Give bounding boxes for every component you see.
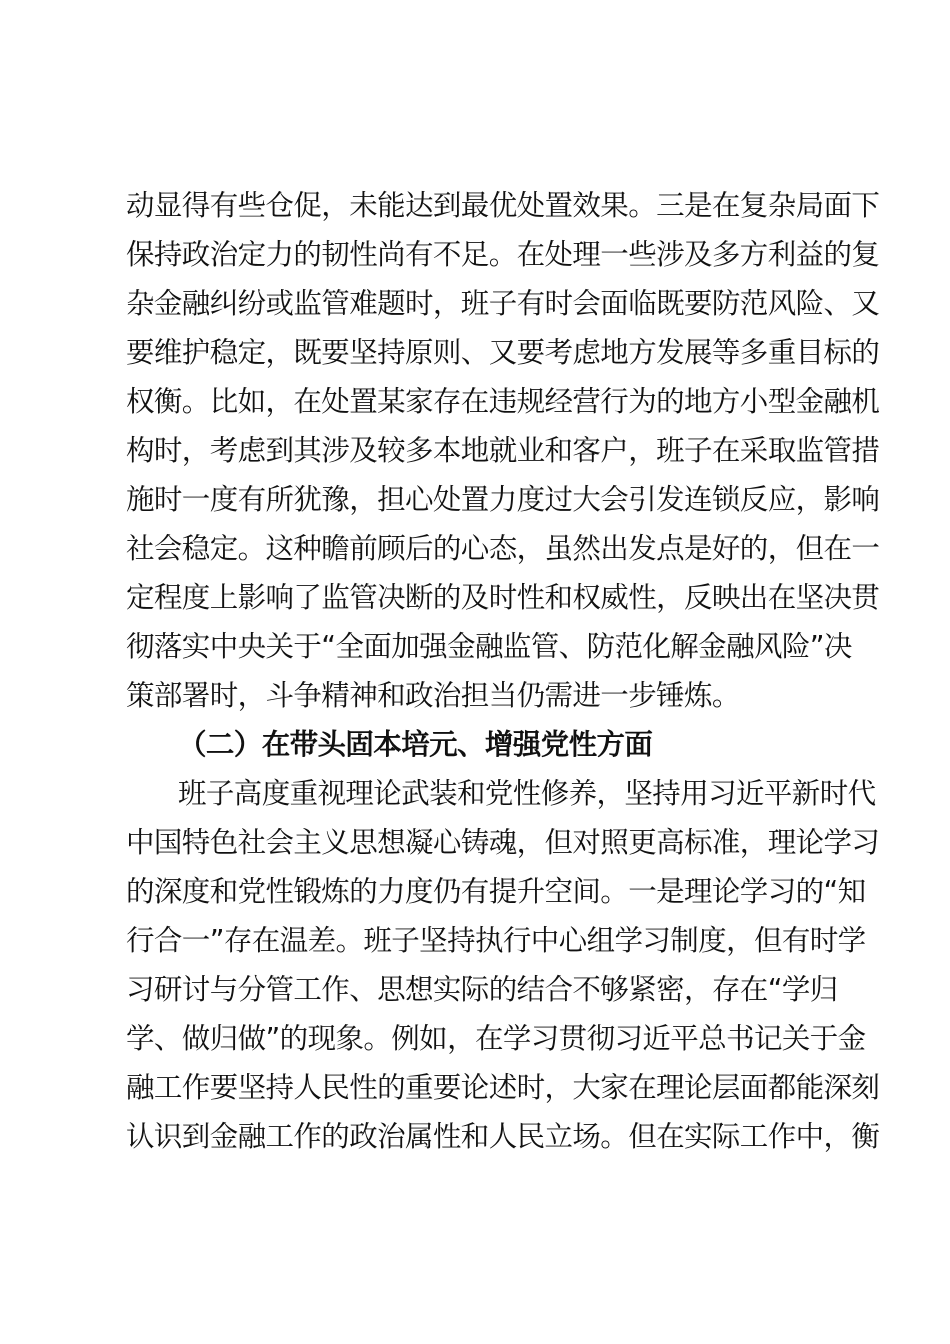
document-page <box>126 181 880 1161</box>
text-line: 行合一”存在温差。班子坚持执行中心组学习制度，但有时学 <box>126 924 866 957</box>
paragraph-1 <box>126 181 880 720</box>
text-line: 学、做归做”的现象。例如，在学习贯彻习近平总书记关于金 <box>126 1022 866 1055</box>
section-heading: （二）在带头固本培元、增强党性方面 <box>178 728 653 761</box>
text-line: 认识到金融工作的政治属性和人民立场。但在实际工作中，衡 <box>126 1120 880 1153</box>
text-line: 习研讨与分管工作、思想实际的结合不够紧密，存在“学归 <box>126 973 838 1006</box>
text-line: 中国特色社会主义思想凝心铸魂，但对照更高标准，理论学习 <box>126 826 880 859</box>
text-line: 杂金融纠纷或监管难题时，班子有时会面临既要防范风险、又 <box>126 287 880 320</box>
text-line: 社会稳定。这种瞻前顾后的心态，虽然出发点是好的，但在一 <box>126 532 880 565</box>
text-line: 动显得有些仓促，未能达到最优处置效果。三是在复杂局面下 <box>126 189 880 222</box>
text-line: 策部署时，斗争精神和政治担当仍需进一步锤炼。 <box>126 679 740 712</box>
text-line: 权衡。比如，在处置某家存在违规经营行为的地方小型金融机 <box>126 385 880 418</box>
paragraph-2 <box>126 769 880 1161</box>
text-line: 的深度和党性锻炼的力度仍有提升空间。一是理论学习的“知 <box>126 875 866 908</box>
text-line: 融工作要坚持人民性的重要论述时，大家在理论层面都能深刻 <box>126 1071 880 1104</box>
text-line: 定程度上影响了监管决断的及时性和权威性，反映出在坚决贯 <box>126 581 880 614</box>
text-line: 班子高度重视理论武装和党性修养，坚持用习近平新时代 <box>178 777 876 810</box>
text-line: 要维护稳定，既要坚持原则、又要考虑地方发展等多重目标的 <box>126 336 880 369</box>
text-line: 保持政治定力的韧性尚有不足。在处理一些涉及多方利益的复 <box>126 238 880 271</box>
text-line: 构时，考虑到其涉及较多本地就业和客户，班子在采取监管措 <box>126 434 880 467</box>
text-line: 彻落实中央关于“全面加强金融监管、防范化解金融风险”决 <box>126 630 852 663</box>
text-line: 施时一度有所犹豫，担心处置力度过大会引发连锁反应，影响 <box>126 483 880 516</box>
